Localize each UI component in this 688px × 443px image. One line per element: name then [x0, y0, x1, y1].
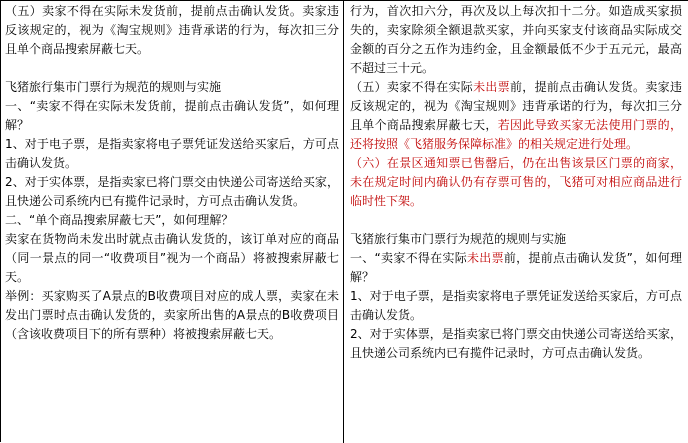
question-one [350, 249, 682, 287]
question-one-text-a: 一、“卖家不得在实际 [350, 251, 468, 265]
spacer [5, 59, 339, 78]
left-column-old-rules [1, 1, 344, 443]
rules-implementation-title: 飞猪旅行集市门票行为规范的规则与实施 [5, 80, 222, 94]
answer-physical-ticket: 2、对于实体票，是指卖家已将门票交由快递公司寄送给买家，且快递公司系统内已有揽件记录时，方可点击确认发货。 [350, 327, 682, 360]
question-one: 一、“卖家不得在实际未发货前，提前点击确认发货”，如何理解？ [5, 99, 339, 132]
right-column-new-rules [344, 1, 688, 443]
rule-five-highlight-not-issued: 未出票 [473, 80, 510, 94]
question-one-highlight-not-issued: 未出票 [467, 251, 504, 265]
rule-five-new [350, 78, 682, 154]
question-one-text-b: 前，提前点击确认发货”，如何理解？ [350, 251, 682, 284]
rule-five-old: （五）卖家不得在实际未发货前，提前点击确认发货。卖家违反该规定的，视为《淘宝规则》违背承诺的行为，每次扣三分且单个商品搜索屏蔽七天。 [5, 4, 339, 56]
answer-electronic-ticket: 1、对于电子票，是指卖家将电子票凭证发送给买家后，方可点击确认发货。 [350, 289, 682, 322]
rule-five-text-a: （五）卖家不得在实际 [350, 80, 474, 94]
answer-search-block: 卖家在货物尚未发出时就点击确认发货的，该订单对应的商品（同一景点的同一“收费项目”视为一个商品）将被搜索屏蔽七天。 [5, 232, 339, 284]
rule-five-highlight-guarantee: 若因此导致买家无法使用门票的，还将按照《飞猪服务保障标准》的相关规定进行处理。 [350, 118, 682, 151]
example-paragraph: 举例：买家购买了A景点的B收费项目对应的成人票，卖家在未发出门票时点击确认发货的，卖家所出售的A景点的B收费项目（含该收费项目下的所有票种）将被搜索屏蔽七天。 [5, 289, 339, 341]
rule-six-new: （六）在景区通知票已售罄后，仍在出售该景区门票的商家，未在规定时间内确认仍有存票可售的，飞猪可对相应商品进行临时性下架。 [350, 156, 682, 208]
answer-electronic-ticket: 1、对于电子票，是指卖家将电子票凭证发送给买家后，方可点击确认发货。 [5, 137, 339, 170]
penalty-continuation: 行为，首次扣六分，再次及以上每次扣十二分。如造成买家损失的，卖家除须全额退款买家，并向买家支付该商品实际成交金额的百分之五作为违约金，且金额最低不少于五元元，最高不超过三十元。 [350, 4, 682, 75]
spacer [350, 211, 682, 230]
rule-five-text-b: 前，提前点击确认发货。卖家违反该规定的，视为《淘宝规则》违背承诺的行为，每次扣三分且单个商品搜索屏蔽七天， [350, 80, 682, 132]
answer-physical-ticket: 2、对于实体票，是指卖家已将门票交由快递公司寄送给买家，且快递公司系统内已有揽件记录时，方可点击确认发货。 [5, 175, 339, 208]
rules-implementation-title: 飞猪旅行集市门票行为规范的规则与实施 [350, 232, 567, 246]
question-two: 二、“单个商品搜索屏蔽七天”，如何理解？ [5, 213, 234, 227]
